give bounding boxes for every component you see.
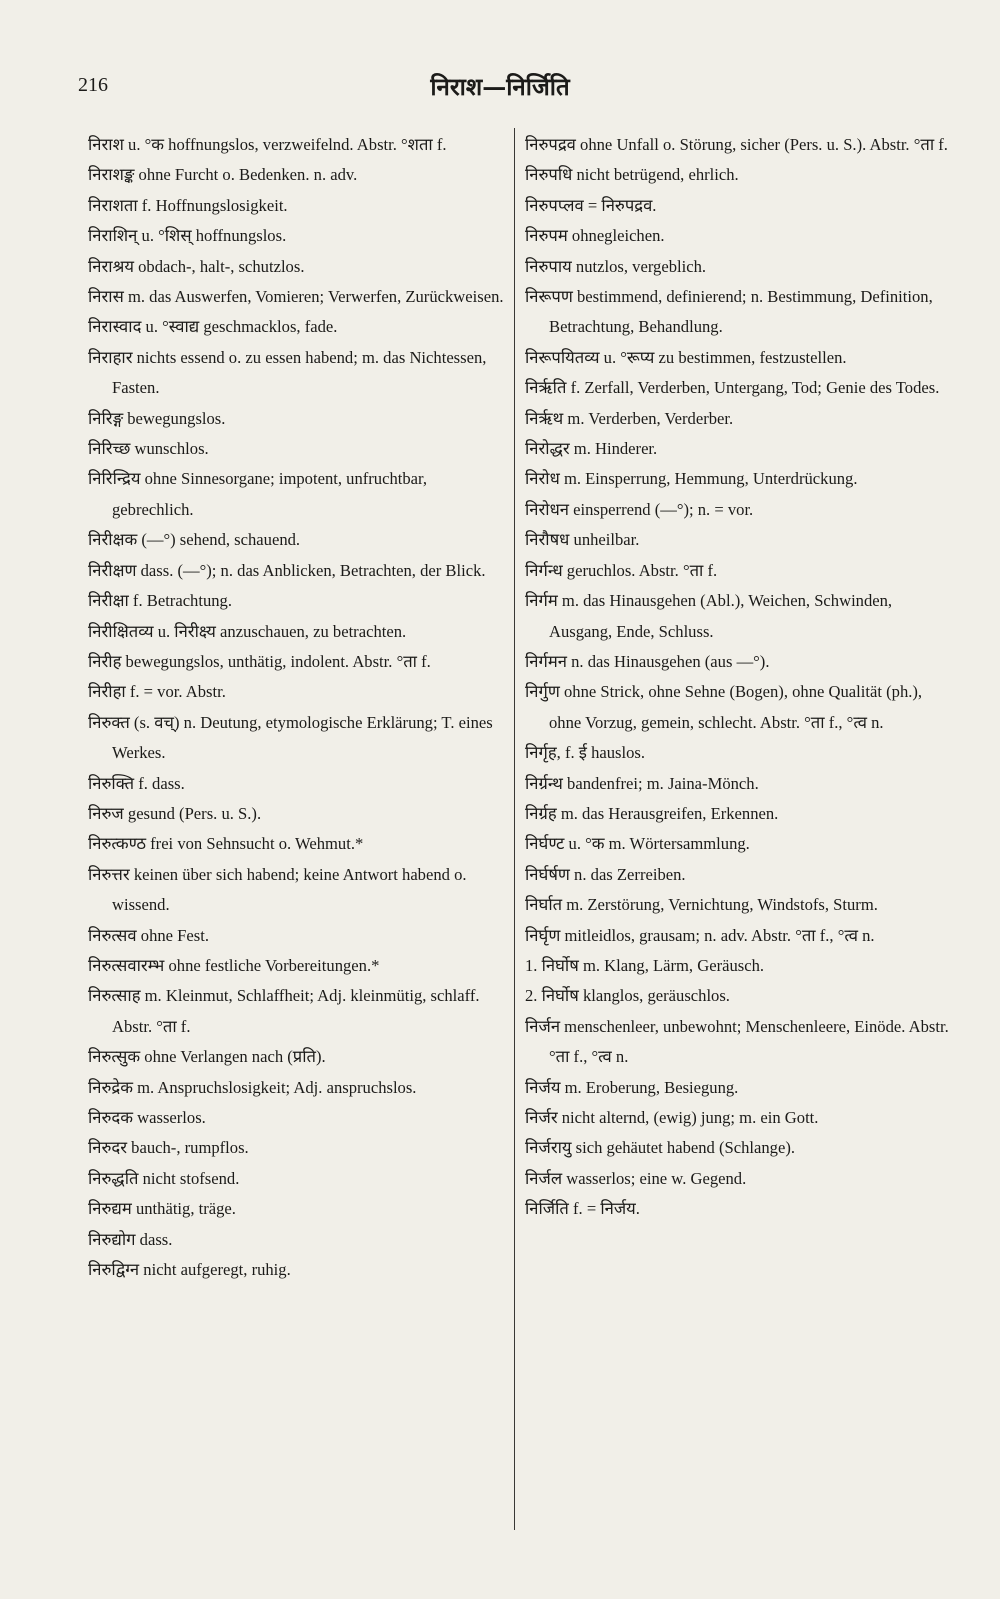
dictionary-entry: निरुज gesund (Pers. u. S.). [88, 803, 262, 823]
dictionary-entry: निरोद्धर m. Hinderer. [525, 439, 658, 459]
dictionary-entry: निरूपयितव्य u. °रूप्य zu bestimmen, festzustellen. [525, 347, 847, 367]
dictionary-entry: निरुक्त (s. वच्) n. Deutung, etymologische Erklärung; T. eines Werkes. [88, 712, 493, 763]
dictionary-entry: निरुत्सव ohne Fest. [88, 925, 209, 945]
dictionary-entry: निरुद्रेक m. Anspruchslosigkeit; Adj. anspruchslos. [88, 1077, 417, 1097]
dictionary-entry: निराशिन् u. °शिस् hoffnungslos. [88, 226, 287, 246]
running-header: निराश—निर्जिति [430, 72, 570, 101]
dictionary-entry: निर्जन menschenleer, unbewohnt; Menschenleere, Einöde. Abstr. °ता f., °त्व n. [525, 1016, 949, 1067]
column-divider [514, 128, 515, 1530]
dictionary-entry: निर्ऋथ m. Verderben, Verderber. [525, 408, 734, 428]
dictionary-entry: निरुक्ति f. dass. [88, 773, 185, 793]
dictionary-entry: निरुत्साह m. Kleinmut, Schlaffheit; Adj. kleinmütig, schlaff. Abstr. °ता f. [88, 986, 480, 1036]
dictionary-entry: निरोधन einsperrend (—°); n. = vor. [525, 499, 754, 519]
dictionary-entry: निरीहा f. = vor. Abstr. [88, 682, 226, 702]
dictionary-entry: निरुदक wasserlos. [88, 1108, 206, 1127]
dictionary-entry: निर्जर nicht alternd, (ewig) jung; m. ein Gott. [525, 1108, 819, 1127]
dictionary-entry: निरुद्धति nicht stofsend. [88, 1168, 240, 1188]
dictionary-entry: निरौषध unheilbar. [525, 530, 640, 550]
dictionary-entry: निर्घर्षण n. das Zerreiben. [525, 864, 686, 884]
dictionary-entry: निर्गमन n. das Hinausgehen (aus —°). [525, 651, 770, 671]
page-number: 216 [78, 74, 108, 96]
dictionary-entry: निरुदर bauch-, rumpflos. [88, 1138, 249, 1158]
dictionary-entry: निरुत्तर keinen über sich habend; keine Antwort habend o. wissend. [88, 864, 467, 915]
dictionary-entry: निरिङ्ग bewegungslos. [88, 408, 226, 428]
dictionary-entry: निरुत्सुक ohne Verlangen nach (प्रति). [88, 1047, 326, 1067]
dictionary-entry: निरीक्षक (—°) sehend, schauend. [88, 530, 301, 550]
dictionary-entry: निर्घृण mitleidlos, grausam; n. adv. Abstr. °ता f., °त्व n. [525, 925, 875, 945]
dictionary-entry: निरीक्षा f. Betrachtung. [88, 591, 233, 611]
dictionary-entry: निरास्वाद u. °स्वाद्य geschmacklos, fade. [88, 317, 338, 337]
dictionary-entry: निरास m. das Auswerfen, Vomieren; Verwerfen, Zurückweisen. [88, 287, 504, 307]
dictionary-entry: निराहार nichts essend o. zu essen habend; m. das Nichtessen, Fasten. [88, 347, 487, 398]
dictionary-entry: निर्जल wasserlos; eine w. Gegend. [525, 1168, 747, 1188]
dictionary-entry: निरिच्छ wunschlos. [88, 439, 209, 459]
dictionary-entry: 2. निर्घोष klanglos, geräuschlos. [525, 986, 730, 1006]
dictionary-entry: निरीक्षण dass. (—°); n. das Anblicken, Betrachten, der Blick. [88, 560, 486, 580]
dictionary-entry: निरुपम ohnegleichen. [525, 226, 665, 246]
dictionary-entry: निरुत्कण्ठ frei von Sehnsucht o. Wehmut.* [88, 834, 364, 854]
dictionary-entry: निरुपद्रव ohne Unfall o. Störung, sicher (Pers. u. S.). Abstr. °ता f. [525, 135, 948, 154]
dictionary-entry: निराशङ्क ohne Furcht o. Bedenken. n. adv. [88, 165, 358, 185]
dictionary-entry: निर्घण्ट u. °क m. Wörtersammlung. [525, 834, 750, 854]
dictionary-entry: निर्जरायु sich gehäutet habend (Schlange). [525, 1138, 796, 1158]
dictionary-entry: निरुद्यम unthätig, träge. [88, 1199, 236, 1219]
dictionary-entry: निर्ऋति f. Zerfall, Verderben, Untergang, Tod; Genie des Todes. [525, 378, 940, 398]
dictionary-entry: निरुत्सवारम्भ ohne festliche Vorbereitungen.* [88, 955, 380, 975]
dictionary-entry: निरुपप्लव = निरुपद्रव. [525, 195, 657, 215]
dictionary-entry: निर्गन्ध geruchlos. Abstr. °ता f. [525, 560, 718, 580]
dictionary-entry: निरूपण bestimmend, definierend; n. Bestimmung, Definition, Betrachtung, Behandlung. [525, 287, 933, 337]
left-column [88, 130, 508, 1285]
dictionary-entry: निर्ग्रह m. das Herausgreifen, Erkennen. [525, 803, 779, 823]
dictionary-entry: निरोध m. Einsperrung, Hemmung, Unterdrückung. [525, 469, 858, 489]
dictionary-entry: निराश u. °क hoffnungslos, verzweifelnd. Abstr. °शता f. [88, 135, 447, 154]
dictionary-entry: निरुद्योग dass. [88, 1229, 173, 1249]
dictionary-entry: निराशता f. Hoffnungslosigkeit. [88, 195, 288, 215]
dictionary-entry: निराश्रय obdach-, halt-, schutzlos. [88, 256, 305, 276]
dictionary-entry: निरीक्षितव्य u. निरीक्ष्य anzuschauen, zu betrachten. [88, 621, 407, 641]
dictionary-entry: निर्ग्रन्थ bandenfrei; m. Jaina-Mönch. [525, 773, 759, 793]
dictionary-entry: निरीह bewegungslos, unthätig, indolent. Abstr. °ता f. [88, 651, 431, 671]
dictionary-entry: निर्गुण ohne Strick, ohne Sehne (Bogen), ohne Qualität (ph.), ohne Vorzug, gemein, schlecht. Abstr. °ता f., °त्व n. [525, 682, 923, 732]
dictionary-entry: निर्जिति f. = निर्जय. [525, 1199, 640, 1219]
dictionary-entry: 1. निर्घोष m. Klang, Lärm, Geräusch. [525, 955, 765, 975]
right-column [525, 130, 955, 1225]
dictionary-entry: निर्घात m. Zerstörung, Vernichtung, Windstofs, Sturm. [525, 895, 878, 915]
dictionary-entry: निरुद्विग्न nicht aufgeregt, ruhig. [88, 1260, 291, 1280]
dictionary-entry: निर्जय m. Eroberung, Besiegung. [525, 1077, 739, 1097]
dictionary-entry: निर्गृह, f. ई hauslos. [525, 743, 646, 763]
dictionary-entry: निरिन्द्रिय ohne Sinnesorgane; impotent, unfruchtbar, gebrechlich. [88, 469, 428, 519]
dictionary-entry: निरुपाय nutzlos, vergeblich. [525, 256, 707, 276]
dictionary-entry: निर्गम m. das Hinausgehen (Abl.), Weichen, Schwinden, Ausgang, Ende, Schluss. [525, 591, 893, 641]
dictionary-entry: निरुपधि nicht betrügend, ehrlich. [525, 165, 739, 185]
